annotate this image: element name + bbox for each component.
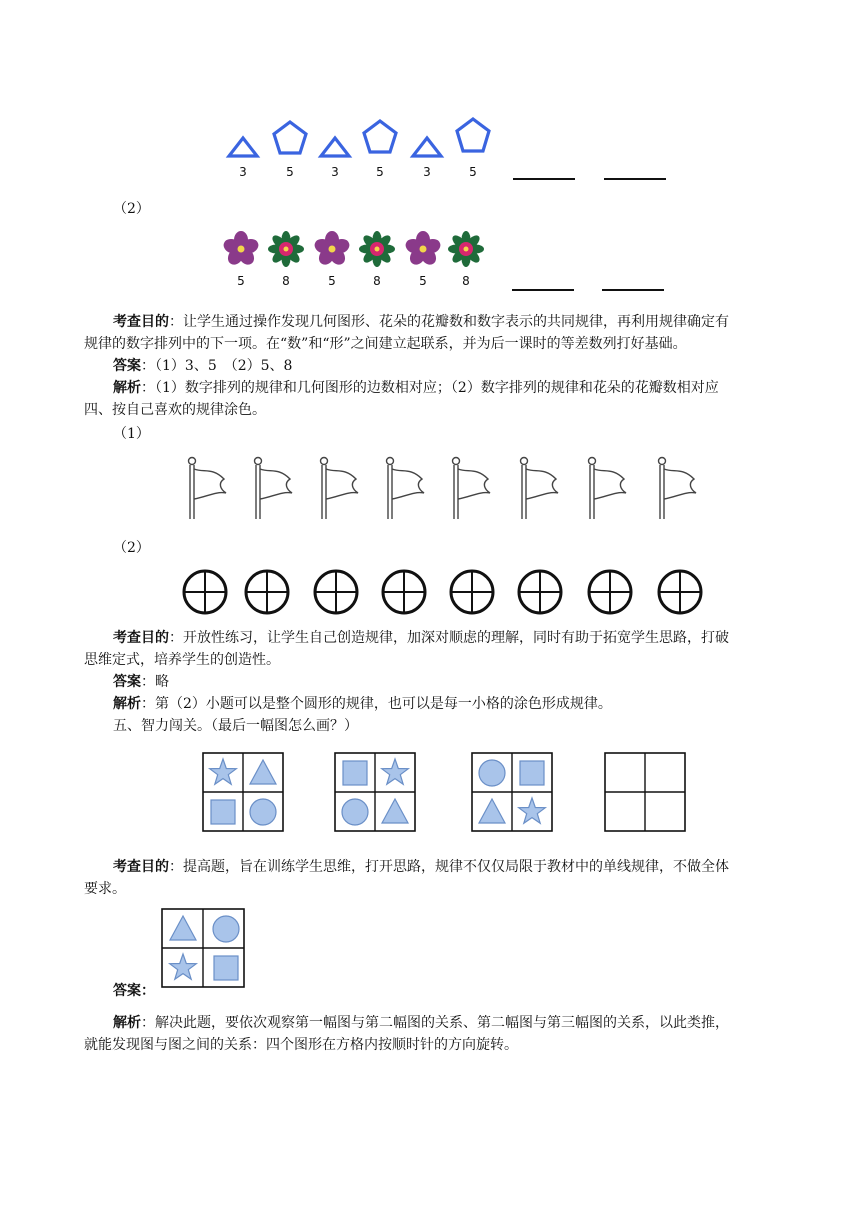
circle-row-figure[interactable] xyxy=(0,567,860,617)
answer-blank[interactable] xyxy=(602,289,664,291)
answer-blank[interactable] xyxy=(604,178,666,180)
answer-line xyxy=(113,671,793,693)
star-icon xyxy=(382,759,409,784)
purpose-text-cont: 要求。 xyxy=(84,881,126,897)
pentagon-icon xyxy=(364,121,396,152)
answer-text: ：（1）3、5 （2）5、8 xyxy=(141,358,293,374)
purpose-text-cont: 思维定式，培养学生的创造性。 xyxy=(84,652,280,668)
circle-icon xyxy=(479,760,505,786)
sequence-number: 8 xyxy=(282,274,290,288)
answer-grid-figure xyxy=(0,907,860,989)
purpose-label: 考查目的 xyxy=(113,859,169,875)
flower-8-petal-icon xyxy=(268,231,304,267)
analysis-line xyxy=(113,377,793,399)
circle-icon xyxy=(213,916,239,942)
sequence-number: 5 xyxy=(286,165,294,179)
analysis-line xyxy=(113,1012,793,1034)
question-title: 四、按自己喜欢的规律涂色。 xyxy=(84,402,266,418)
circle-icon xyxy=(250,799,276,825)
flower-8-petal-icon xyxy=(448,231,484,267)
flag-icon xyxy=(387,458,425,520)
sequence-number: 8 xyxy=(462,274,470,288)
sequence-number: 5 xyxy=(419,274,427,288)
flag-icon xyxy=(659,458,697,520)
answer-line xyxy=(113,980,793,1002)
purpose-paragraph xyxy=(113,856,793,878)
flag-icon xyxy=(321,458,359,520)
answer-label: 答案 xyxy=(113,674,141,690)
quartered-circle-icon xyxy=(659,571,701,613)
quartered-circle-icon xyxy=(451,571,493,613)
answer-blank[interactable] xyxy=(513,178,575,180)
purpose-label: 考查目的 xyxy=(113,630,169,646)
grid-1 xyxy=(203,753,283,831)
answer-text: ：略 xyxy=(141,674,169,690)
flower-5-petal-icon xyxy=(404,231,443,268)
purpose-text: ：提高题，旨在训练学生思维，打开思路，规律不仅仅局限于教材中的单线规律，不做全体 xyxy=(169,859,729,875)
star-icon xyxy=(170,954,197,979)
triangle-icon xyxy=(413,138,441,156)
flag-icon xyxy=(255,458,293,520)
grid-3 xyxy=(472,753,552,831)
sequence-number: 8 xyxy=(373,274,381,288)
question-label: （2） xyxy=(113,201,150,217)
grid-4-empty xyxy=(605,753,685,831)
purpose-label: 考查目的 xyxy=(113,314,169,330)
sequence-number: 5 xyxy=(237,274,245,288)
square-icon xyxy=(214,956,238,980)
analysis-label: 解析 xyxy=(113,696,141,712)
purpose-paragraph xyxy=(113,311,793,333)
star-icon xyxy=(210,759,237,784)
purpose-text-cont: 规律的数字排列中的下一项。在“数”和“形”之间建立起联系，并为后一课时的等差数列打好基础。 xyxy=(84,336,687,352)
answer-label: 答案 xyxy=(113,983,141,999)
quartered-circle-icon xyxy=(519,571,561,613)
analysis-text: ：第（2）小题可以是整个圆形的规律，也可以是每一小格的涂色形成规律。 xyxy=(141,696,612,712)
quartered-circle-icon xyxy=(383,571,425,613)
triangle-icon xyxy=(229,138,257,156)
flag-icon xyxy=(521,458,559,520)
purpose-text: ：让学生通过操作发现几何图形、花朵的花瓣数和数字表示的共同规律，再利用规律确定有 xyxy=(169,314,729,330)
triangle-icon xyxy=(250,760,276,784)
answer-line xyxy=(113,355,793,377)
analysis-text-cont: 就能发现图与图之间的关系：四个图形在方格内按顺时针的方向旋转。 xyxy=(84,1037,518,1053)
answer-blank[interactable] xyxy=(512,289,574,291)
flag-icon xyxy=(589,458,627,520)
quartered-circle-icon xyxy=(246,571,288,613)
sequence-number: 3 xyxy=(423,165,431,179)
grid-2 xyxy=(335,753,415,831)
flower-8-petal-icon xyxy=(359,231,395,267)
sequence-number: 5 xyxy=(376,165,384,179)
analysis-text: ：（1）数字排列的规律和几何图形的边数相对应；（2）数字排列的规律和花朵的花瓣数相对应 xyxy=(141,380,719,396)
quartered-circle-icon xyxy=(184,571,226,613)
analysis-text: ：解决此题，要依次观察第一幅图与第二幅图的关系、第二幅图与第三幅图的关系，以此类推， xyxy=(141,1015,729,1031)
quartered-circle-icon xyxy=(589,571,631,613)
triangle-icon xyxy=(170,916,196,940)
pentagon-icon xyxy=(274,122,306,153)
grid-puzzle-figure xyxy=(0,750,860,840)
flag-icon xyxy=(189,458,227,520)
square-icon xyxy=(211,800,235,824)
square-icon xyxy=(520,761,544,785)
square-icon xyxy=(343,761,367,785)
analysis-label: 解析 xyxy=(113,380,141,396)
question-label: （1） xyxy=(113,426,150,442)
sequence-number: 3 xyxy=(239,165,247,179)
sequence-number: 5 xyxy=(328,274,336,288)
flag-icon xyxy=(453,458,491,520)
question-title: 五、智力闯关。（最后一幅图怎么画？） xyxy=(113,718,358,734)
triangle-icon xyxy=(382,799,408,823)
sequence-number: 5 xyxy=(469,165,477,179)
triangle-icon xyxy=(321,138,349,156)
question-label: （2） xyxy=(113,540,150,556)
analysis-line xyxy=(113,693,793,715)
flower-sequence-figure xyxy=(0,229,860,279)
flower-5-petal-icon xyxy=(313,231,352,268)
triangle-icon xyxy=(479,799,505,823)
analysis-label: 解析 xyxy=(113,1015,141,1031)
quartered-circle-icon xyxy=(315,571,357,613)
star-icon xyxy=(519,798,546,823)
purpose-text: ：开放性练习，让学生自己创造规律，加深对顺虑的理解，同时有助于拓宽学生思路，打破 xyxy=(169,630,729,646)
answer-text: ： xyxy=(141,983,155,999)
answer-label: 答案 xyxy=(113,358,141,374)
pentagon-icon xyxy=(457,119,489,151)
flower-5-petal-icon xyxy=(222,231,261,268)
circle-icon xyxy=(342,799,368,825)
purpose-paragraph xyxy=(113,627,793,649)
flag-row-figure[interactable] xyxy=(0,455,860,525)
sequence-number: 3 xyxy=(331,165,339,179)
